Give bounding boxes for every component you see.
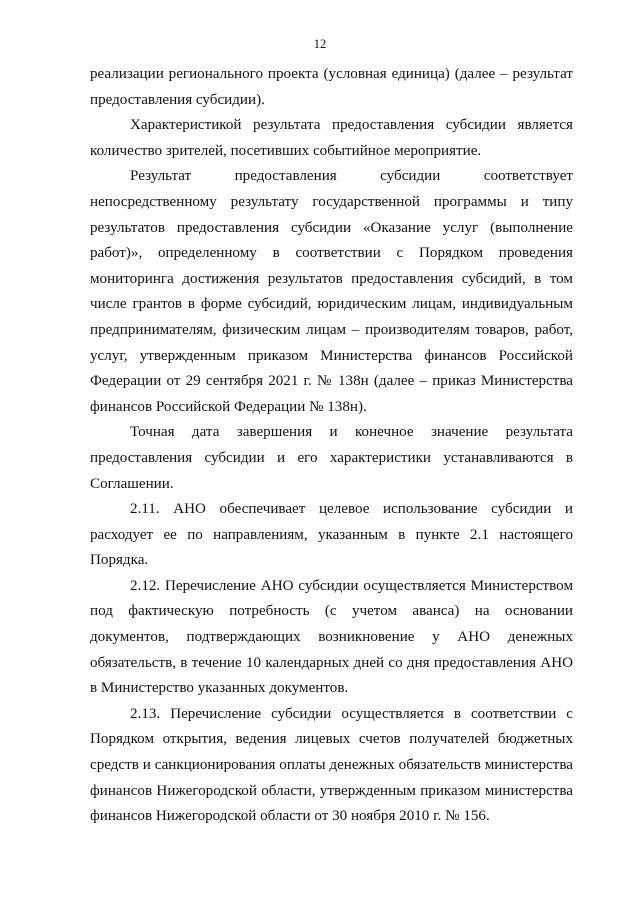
paragraph-result-characteristic: Характеристикой результата предоставления субсидии является количество зрителей, посетивших событийное мероприятие. <box>90 117 573 159</box>
paragraph-result-correspondence: Результат предоставления субсидии соответствует непосредственному результату государственной программы и типу результатов предоставления субсидии «Оказание услуг (выполнение работ)», определенному в соответствии с Порядком проведения мониторинга достижения результатов предоставления субсидий, в том числе грантов в форме субсидий, юридическим лицам, индивидуальным предпринимателям, физическим лицам – производителям товаров, работ, услуг, утвержденным приказом Министерства финансов Российской Федерации от 29 сентября 2021 г. № 138н (далее – приказ Министерства финансов Российской Федерации № 138н). <box>90 168 573 415</box>
paragraph-section-2-12: 2.12. Перечисление АНО субсидии осуществляется Министерством под фактическую потребность (с учетом аванса) на основании документов, подтверждающих возникновение у АНО денежных обязательств, в течение 10 календарных дней со дня предоставления АНО в Министерство указанных документов. <box>90 577 573 697</box>
document-body <box>90 62 573 830</box>
paragraph-section-2-11: 2.11. АНО обеспечивает целевое использование субсидии и расходует ее по направлениям, указанным в пункте 2.1 настоящего Порядка. <box>90 501 573 569</box>
paragraph-project-result-continuation: реализации регионального проекта (условная единица) (далее – результат предоставления субсидии). <box>90 66 573 108</box>
paragraph-completion-date: Точная дата завершения и конечное значение результата предоставления субсидии и его характеристики устанавливаются в Соглашении. <box>90 424 573 492</box>
paragraph-section-2-13: 2.13. Перечисление субсидии осуществляется в соответствии с Порядком открытия, ведения лицевых счетов получателей бюджетных средств и санкционирования оплаты денежных обязательств министерства финансов Нижегородской области, утвержденным приказом министерства финансов Нижегородской области от 30 ноября 2010 г. № 156. <box>90 705 573 825</box>
page-number: 12 <box>313 37 327 51</box>
